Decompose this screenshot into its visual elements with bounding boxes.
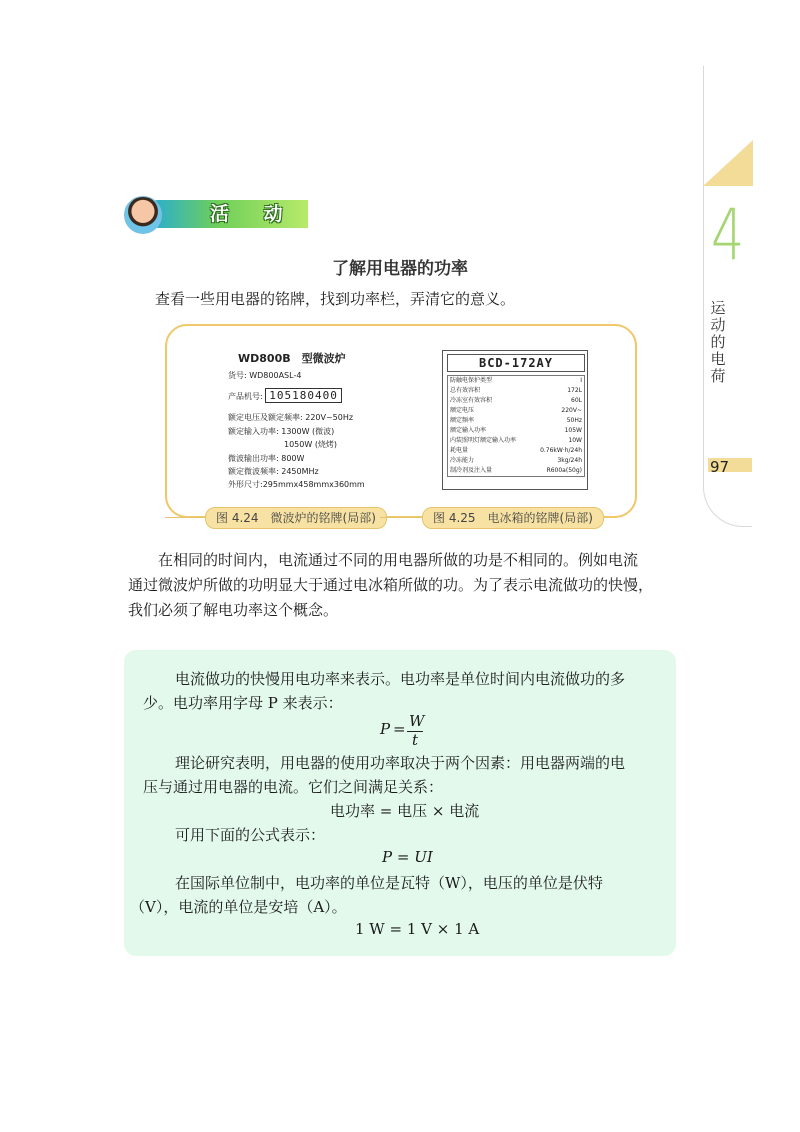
formula-equals: =	[393, 720, 406, 738]
microwave-nameplate	[228, 350, 408, 492]
fridge-spec-row: 额定电压 220V~	[450, 407, 582, 414]
box-line: 在国际单位制中，电功率的单位是瓦特（W），电压的单位是伏特	[175, 874, 603, 892]
figure-caption-fridge: 图 4.25 电冰箱的铭牌(局部)	[422, 507, 604, 529]
fridge-spec-row: 冷冻能力 3kg/24h	[450, 457, 582, 464]
microwave-serial-row	[228, 388, 342, 403]
caption-line	[380, 517, 422, 518]
child-avatar-icon	[124, 196, 162, 234]
box-line: 少。电功率用字母 P 来表示：	[143, 694, 343, 712]
fridge-spec-row: 内装照明灯额定输入功率 10W	[450, 437, 582, 444]
body-line: 在相同的时间内，电流通过不同的用电器所做的功是不相同的。例如电流	[158, 551, 639, 569]
microwave-output-power: 微波输出功率: 800W	[228, 454, 305, 463]
microwave-input-power: 额定输入功率: 1300W (微波)	[228, 427, 335, 436]
formula-PUI: P = UI	[382, 848, 433, 866]
activity-banner	[124, 196, 308, 232]
page-number	[708, 458, 752, 480]
power-relation: 电功率 = 电压 × 电流	[330, 802, 480, 820]
microwave-input-power-grill: 1050W (烧烤)	[284, 440, 338, 449]
microwave-serial: 105180400	[265, 388, 342, 403]
body-line: 通过微波炉所做的功明显大于通过电冰箱所做的功。为了表示电流做功的快慢，	[128, 576, 654, 594]
box-line: 压与通过用电器的电流。它们之间满足关系：	[143, 778, 444, 796]
chapter-number: 4	[711, 194, 745, 276]
formula-P: P	[380, 720, 391, 738]
fridge-model: BCD-172AY	[447, 354, 585, 372]
fridge-spec-row: 额定输入功率 105W	[450, 427, 582, 434]
box-line: （V），电流的单位是安培（A）。	[130, 898, 347, 916]
microwave-model: 货号: WD800ASL-4	[228, 371, 302, 380]
formula-W: W	[409, 712, 425, 730]
unit-relation: 1 W = 1 V × 1 A	[355, 920, 480, 938]
caption-line	[165, 517, 205, 518]
margin-divider	[703, 66, 704, 486]
fridge-nameplate	[442, 350, 588, 490]
page-number-text: 97	[710, 458, 730, 476]
microwave-voltage: 额定电压及额定频率: 220V~50Hz	[228, 413, 354, 422]
intro-text: 查看一些用电器的铭牌，找到功率栏，弄清它的意义。	[155, 290, 516, 308]
figure-caption-microwave: 图 4.24 微波炉的铭牌(局部)	[205, 507, 387, 529]
microwave-size: 外形尺寸:295mmx458mmx360mm	[228, 480, 365, 489]
chapter-title: 运动的电荷	[710, 299, 726, 385]
box-line: 理论研究表明，用电器的使用功率取决于两个因素：用电器两端的电	[175, 754, 626, 772]
fridge-spec-row: 耗电量 0.76kW·h/24h	[450, 447, 582, 454]
box-line: 可用下面的公式表示：	[175, 826, 326, 844]
microwave-serial-label: 产品机号:	[228, 392, 263, 401]
margin-triangle-decoration	[703, 140, 753, 186]
microwave-title: WD800B 型微波炉	[238, 352, 346, 365]
fridge-spec-row: 额定频率 50Hz	[450, 417, 582, 424]
margin-curve-decoration	[703, 486, 752, 527]
section-title: 了解用电器的功率	[332, 259, 468, 279]
activity-label: 活 动	[210, 203, 297, 225]
body-line: 我们必须了解电功率这个概念。	[128, 601, 339, 619]
box-line: 电流做功的快慢用电功率来表示。电功率是单位时间内电流做功的多	[175, 670, 626, 688]
formula-t: t	[412, 731, 419, 749]
power-fraction-formula	[380, 712, 440, 748]
fridge-spec-table	[447, 375, 585, 477]
microwave-frequency: 额定微波频率: 2450MHz	[228, 467, 319, 476]
fridge-spec-row: 总有效容积 172L	[450, 387, 582, 394]
fridge-spec-row: 冷冻室有效容积 60L	[450, 397, 582, 404]
fridge-spec-row: 制冷剂及注入量 R600a(50g)	[450, 467, 582, 474]
fridge-spec-row: 防触电保护类型 Ⅰ	[450, 377, 582, 384]
